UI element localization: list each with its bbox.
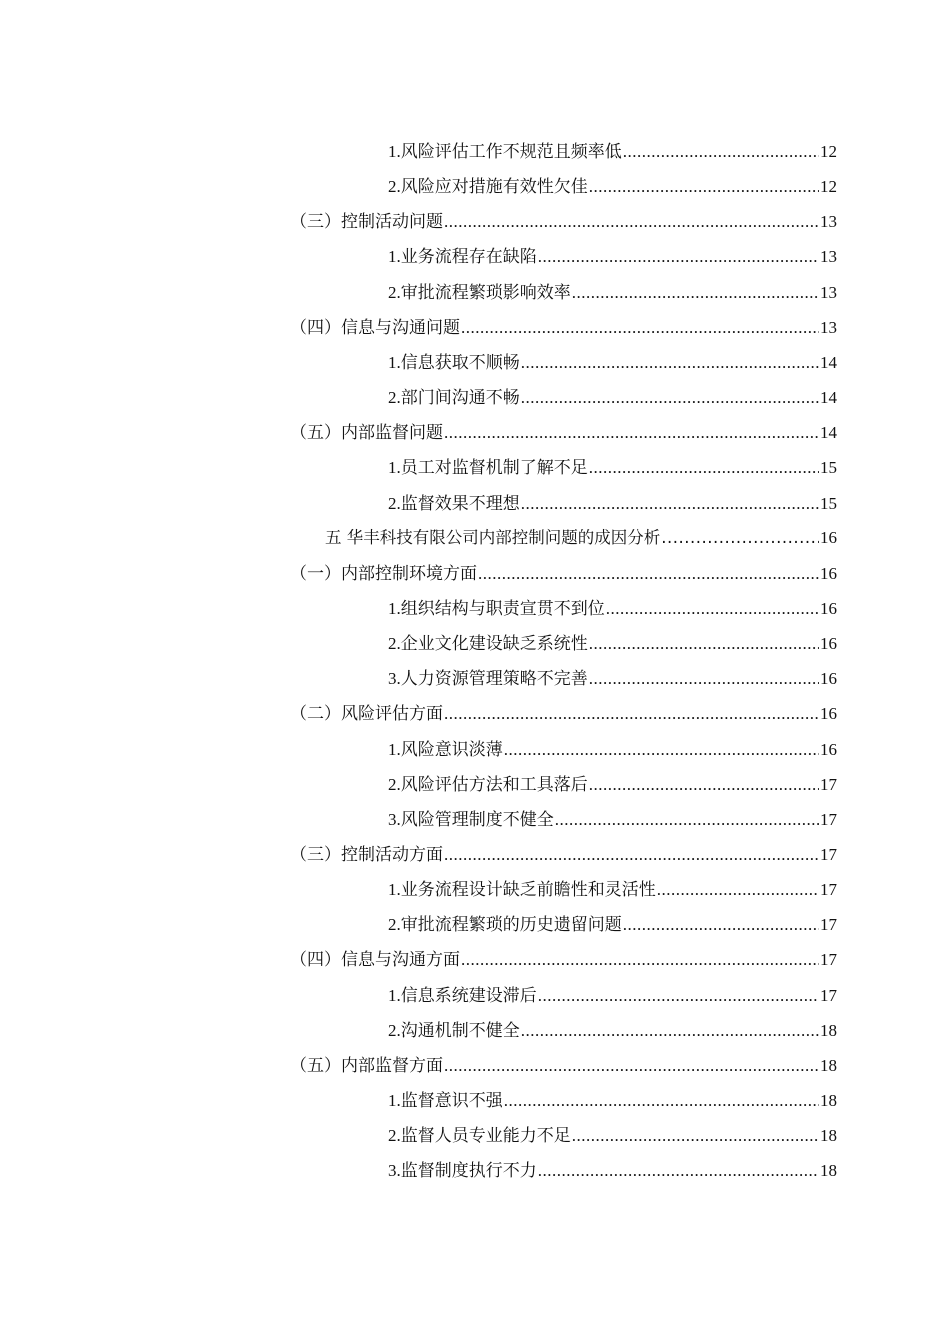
dot-leader [606,599,819,619]
toc-entry-title: 2.监督人员专业能力不足 [388,1126,571,1146]
toc-entry-page-number: 17 [820,915,837,935]
toc-entry-title: 1.业务流程存在缺陷 [388,247,537,267]
dot-leader [504,740,819,760]
toc-entry-page-number: 17 [820,950,837,970]
toc-entry-title: （五）内部监督方面 [290,1055,443,1075]
toc-entry[interactable] [388,910,837,945]
dot-leader [444,704,819,724]
toc-entry-page-number: 14 [820,388,837,408]
dot-leader [589,669,819,689]
toc-entry[interactable] [388,137,837,172]
toc-entry[interactable] [388,594,837,629]
toc-entry[interactable] [388,172,837,207]
toc-entry-title: 3.监督制度执行不力 [388,1161,537,1181]
toc-entry-page-number: 13 [820,247,837,267]
dot-leader [555,810,819,830]
dot-leader [521,388,819,408]
toc-entry-title: 3.人力资源管理策略不完善 [388,669,588,689]
toc-entry[interactable] [290,945,837,980]
toc-entry-page-number: 14 [820,352,837,372]
toc-entry[interactable] [290,840,837,875]
dot-leader [657,880,819,900]
toc-entry-page-number: 16 [820,634,837,654]
toc-entry-page-number: 13 [820,317,837,337]
dot-leader [572,283,819,303]
toc-entry[interactable] [290,699,837,734]
toc-entry[interactable] [290,559,837,594]
toc-entry[interactable] [388,629,837,664]
toc-entry-title: 1.业务流程设计缺乏前瞻性和灵活性 [388,880,656,900]
dot-leader [521,494,819,514]
toc-entry[interactable] [388,770,837,805]
toc-entry-title: （三）控制活动问题 [290,212,443,232]
dot-leader [521,353,819,373]
toc-entry[interactable] [388,1016,837,1051]
dot-leader [589,177,819,197]
toc-entry-title: 五 华丰科技有限公司内部控制问题的成因分析 [325,527,661,547]
toc-entry-title: （二）风险评估方面 [290,704,443,724]
dot-leader [589,458,819,478]
toc-entry-title: （三）控制活动方面 [290,845,443,864]
toc-entry-page-number: 17 [820,845,837,864]
toc-entry-title: 2.部门间沟通不畅 [388,388,520,408]
toc-entry-page-number: 13 [820,212,837,232]
toc-entry-title: 2.审批流程繁琐的历史遗留问题 [388,915,622,935]
dot-leader [538,1161,819,1181]
toc-entry[interactable] [290,313,837,348]
dot-leader [661,528,819,547]
toc-entry-page-number: 16 [820,739,837,759]
toc-entry-page-number: 12 [820,142,837,161]
toc-entry-page-number: 17 [820,880,837,900]
toc-entry[interactable] [388,875,837,910]
dot-leader [444,423,819,443]
toc-entry-page-number: 17 [820,774,837,794]
toc-entry[interactable] [388,981,837,1016]
toc-entry-title: 1.风险意识淡薄 [388,739,503,759]
toc-entry[interactable] [388,1156,837,1191]
toc-entry-page-number: 16 [820,669,837,689]
toc-entry-page-number: 12 [820,177,837,197]
toc-entry-title: 2.风险评估方法和工具落后 [388,774,588,794]
dot-leader [589,775,819,795]
dot-leader [589,634,819,654]
dot-leader [538,986,819,1006]
dot-leader [444,212,819,232]
dot-leader [538,247,819,267]
toc-entry-page-number: 15 [820,458,837,478]
toc-entry[interactable] [388,348,837,383]
toc-entry[interactable] [290,1051,837,1086]
toc-entry-page-number: 18 [820,1126,837,1146]
toc-entry-title: 2.监督效果不理想 [388,493,520,513]
toc-entry[interactable] [388,242,837,277]
dot-leader [478,564,819,584]
toc-entry-title: （一）内部控制环境方面 [290,563,477,583]
dot-leader [504,1091,819,1111]
dot-leader [444,845,819,865]
toc-entry-title: （四）信息与沟通问题 [290,317,460,337]
toc-chapter-entry[interactable] [325,524,837,559]
toc-entry-title: 1.信息获取不顺畅 [388,352,520,372]
dot-leader [572,1126,819,1146]
toc-entry-title: 1.员工对监督机制了解不足 [388,458,588,478]
toc-entry[interactable] [388,664,837,699]
dot-leader [461,950,819,970]
toc-entry-page-number: 16 [820,563,837,583]
toc-entry-title: 3.风险管理制度不健全 [388,809,554,829]
toc-entry[interactable] [388,1121,837,1156]
toc-entry-page-number: 18 [820,1161,837,1181]
dot-leader [444,1056,819,1076]
dot-leader [461,318,819,338]
dot-leader [623,142,819,162]
toc-entry[interactable] [290,418,837,453]
toc-entry-page-number: 17 [820,985,837,1005]
dot-leader [623,915,819,935]
toc-entry-page-number: 17 [820,809,837,829]
toc-entry-title: 2.审批流程繁琐影响效率 [388,282,571,302]
toc-entry-page-number: 16 [820,527,837,547]
toc-entry-page-number: 13 [820,282,837,302]
toc-entry[interactable] [388,805,837,840]
toc-entry-title: 2.沟通机制不健全 [388,1020,520,1040]
toc-entry[interactable] [388,489,837,524]
toc-entry-page-number: 18 [820,1091,837,1111]
toc-entry[interactable] [388,278,837,313]
toc-entry-page-number: 14 [820,423,837,443]
toc-entry-page-number: 16 [820,598,837,618]
toc-entry[interactable] [388,453,837,488]
toc-entry-page-number: 15 [820,493,837,513]
toc-entry-title: 1.监督意识不强 [388,1091,503,1111]
toc-entry-title: （五）内部监督问题 [290,423,443,443]
toc-entry-title: 2.企业文化建设缺乏系统性 [388,634,588,654]
toc-entry-title: （四）信息与沟通方面 [290,950,460,970]
toc-entry-title: 1.风险评估工作不规范且频率低 [388,142,622,161]
toc-entry[interactable] [388,735,837,770]
dot-leader [521,1021,819,1041]
toc-entry-title: 1.组织结构与职责宣贯不到位 [388,598,605,618]
toc-entry-page-number: 16 [820,704,837,724]
toc-entry[interactable] [388,383,837,418]
toc-entry-page-number: 18 [820,1020,837,1040]
toc-entry[interactable] [290,207,837,242]
toc-entry-title: 1.信息系统建设滞后 [388,985,537,1005]
toc-entry-page-number: 18 [820,1055,837,1075]
toc-entry[interactable] [388,1086,837,1121]
toc-entry-title: 2.风险应对措施有效性欠佳 [388,177,588,197]
